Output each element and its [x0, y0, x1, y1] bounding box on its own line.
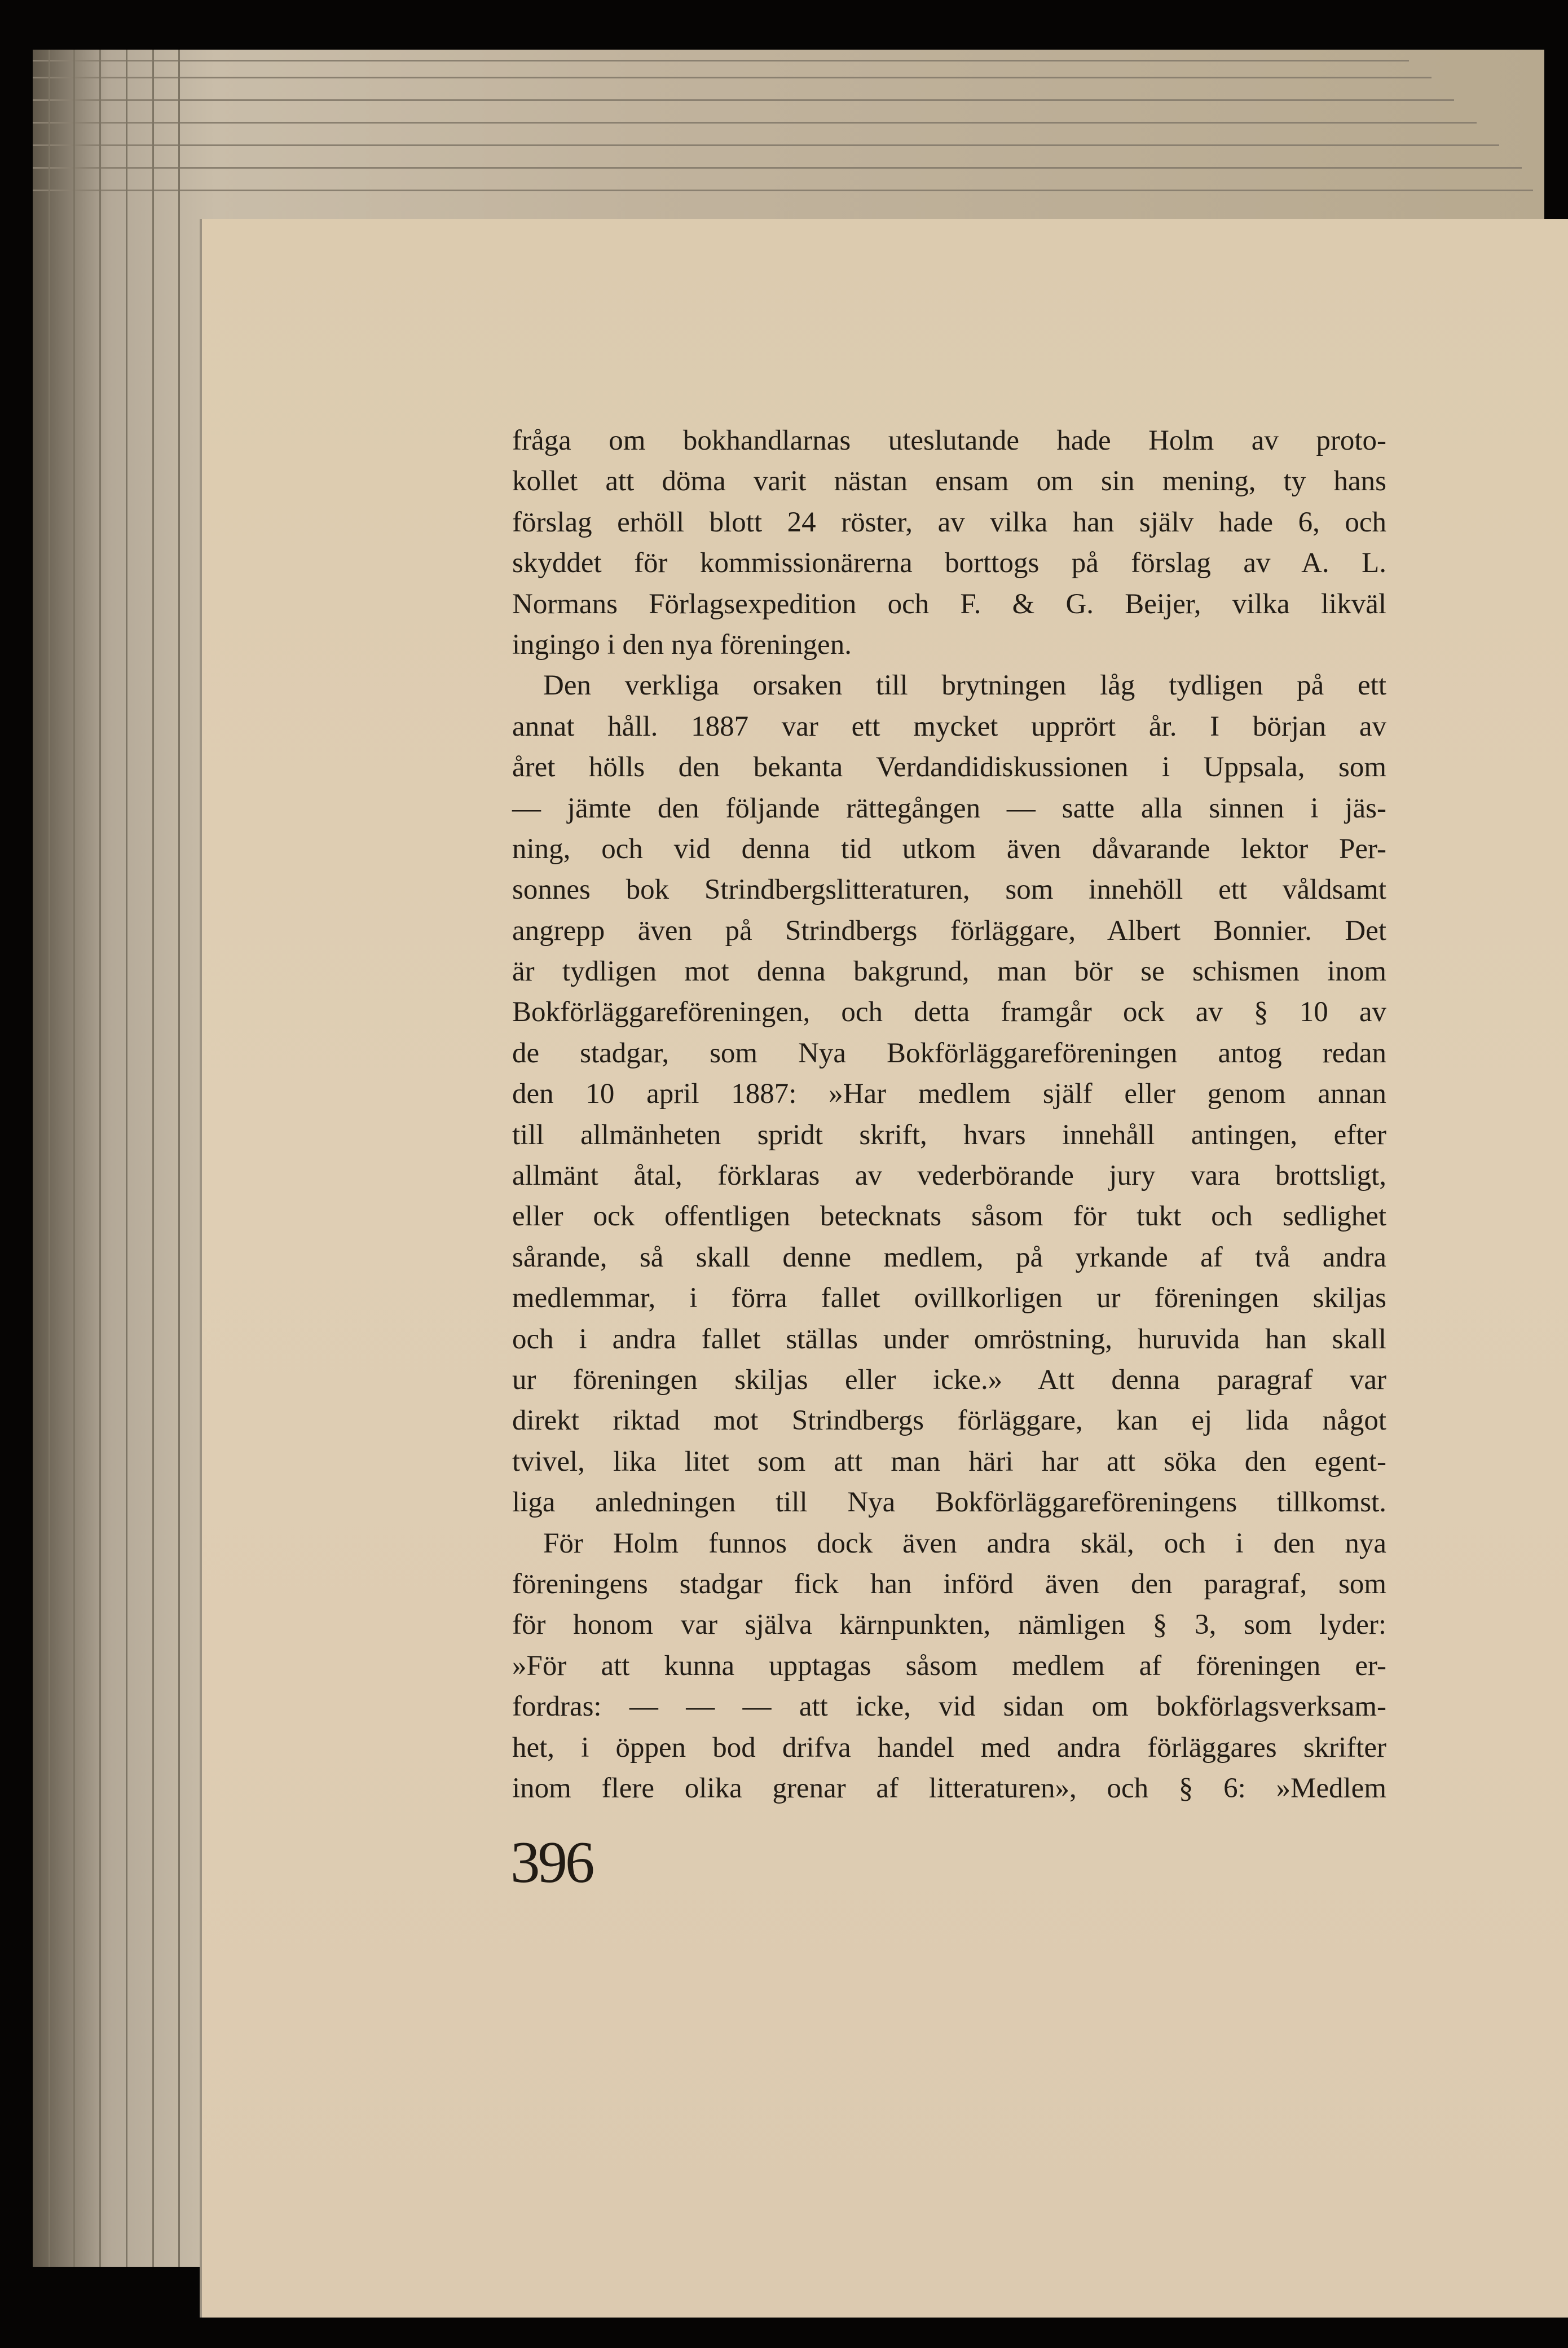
- text-line: den 10 april 1887: »Har medlem själf eller genom annan: [512, 1078, 1386, 1110]
- text-line: Den verkliga orsaken till brytningen låg tydligen på ett: [543, 670, 1386, 702]
- page-edge-line: [33, 167, 1522, 169]
- text-line: het, i öppen bod drifva handel med andra förläggares skrifter: [512, 1731, 1386, 1764]
- text-line: kollet att döma varit nästan ensam om sin mening, ty hans: [512, 465, 1386, 498]
- text-line: förslag erhöll blott 24 röster, av vilka han själv hade 6, och: [512, 506, 1386, 538]
- text-line: liga anledningen till Nya Bokförläggareföreningens tillkomst.: [512, 1487, 1386, 1519]
- page-edge-line: [33, 77, 1432, 78]
- page-text: [512, 420, 1386, 1809]
- text-line: Bokförläggareföreningen, och detta framgår ock av § 10 av: [512, 996, 1386, 1028]
- text-line: För Holm funnos dock även andra skäl, och i den nya: [543, 1527, 1386, 1559]
- page-edge-line: [49, 50, 50, 2267]
- text-line: allmänt åtal, förklaras av vederbörande jury vara brottsligt,: [512, 1160, 1386, 1192]
- page-edge-line: [33, 190, 1533, 191]
- text-line: skyddet för kommissionärerna borttogs på förslag av A. L.: [512, 547, 1386, 579]
- text-line: medlemmar, i förra fallet ovillkorligen ur föreningen skiljas: [512, 1282, 1386, 1314]
- page-edge-line: [178, 50, 180, 2267]
- text-line: fråga om bokhandlarnas uteslutande hade Holm av proto-: [512, 425, 1386, 456]
- text-line: eller ock offentligen betecknats såsom för tukt och sedlighet: [512, 1201, 1386, 1233]
- page-edge-line: [73, 50, 75, 2267]
- text-line: — jämte den följande rättegången — satte alla sinnen i jäs-: [512, 792, 1386, 824]
- text-line: sonnes bok Strindbergslitteraturen, som innehöll ett våldsamt: [512, 874, 1386, 906]
- text-line: till allmänheten spridt skrift, hvars innehåll antingen, efter: [512, 1119, 1386, 1151]
- page-number: 396: [510, 1829, 593, 1895]
- text-line: året hölls den bekanta Verdandidiskussionen i Uppsala, som: [512, 751, 1386, 784]
- text-line: för honom var själva kärnpunkten, nämligen § 3, som lyder:: [512, 1609, 1386, 1641]
- text-line: Normans Förlagsexpedition och F. & G. Beijer, vilka likväl: [512, 588, 1386, 620]
- text-line: direkt riktad mot Strindbergs förläggare, kan ej lida något: [512, 1405, 1386, 1437]
- text-line: är tydligen mot denna bakgrund, man bör se schismen inom: [512, 956, 1386, 988]
- text-line: sårande, så skall denne medlem, på yrkande af två andra: [512, 1241, 1386, 1273]
- page-edge-line: [33, 99, 1454, 101]
- text-line: de stadgar, som Nya Bokförläggareföreningen antog redan: [512, 1037, 1386, 1069]
- text-line: annat håll. 1887 var ett mycket upprört år. I början av: [512, 710, 1386, 742]
- page-edge-line: [99, 50, 101, 2267]
- page-edge-line: [152, 50, 154, 2267]
- page-edge-line: [33, 122, 1477, 124]
- text-line: ingingo i den nya föreningen.: [512, 628, 852, 661]
- page-edge-line: [33, 144, 1499, 146]
- text-line: och i andra fallet ställas under omröstning, huruvida han skall: [512, 1323, 1386, 1355]
- page-edge-line: [126, 50, 127, 2267]
- text-line: föreningens stadgar fick han införd även den paragraf, som: [512, 1568, 1386, 1600]
- text-line: ur föreningen skiljas eller icke.» Att denna paragraf var: [512, 1364, 1386, 1396]
- text-line: ning, och vid denna tid utkom även dåvarande lektor Per-: [512, 833, 1386, 865]
- text-line: »För att kunna upptagas såsom medlem af föreningen er-: [512, 1650, 1386, 1682]
- text-line: fordras: — — — att icke, vid sidan om bokförlagsverksam-: [512, 1691, 1386, 1723]
- text-line: tvivel, lika litet som att man häri har att söka den egent-: [512, 1445, 1386, 1478]
- page-edge-line: [33, 60, 1409, 61]
- text-line: angrepp även på Strindbergs förläggare, Albert Bonnier. Det: [512, 914, 1386, 947]
- text-line: inom flere olika grenar af litteraturen», och § 6: »Medlem: [512, 1772, 1386, 1804]
